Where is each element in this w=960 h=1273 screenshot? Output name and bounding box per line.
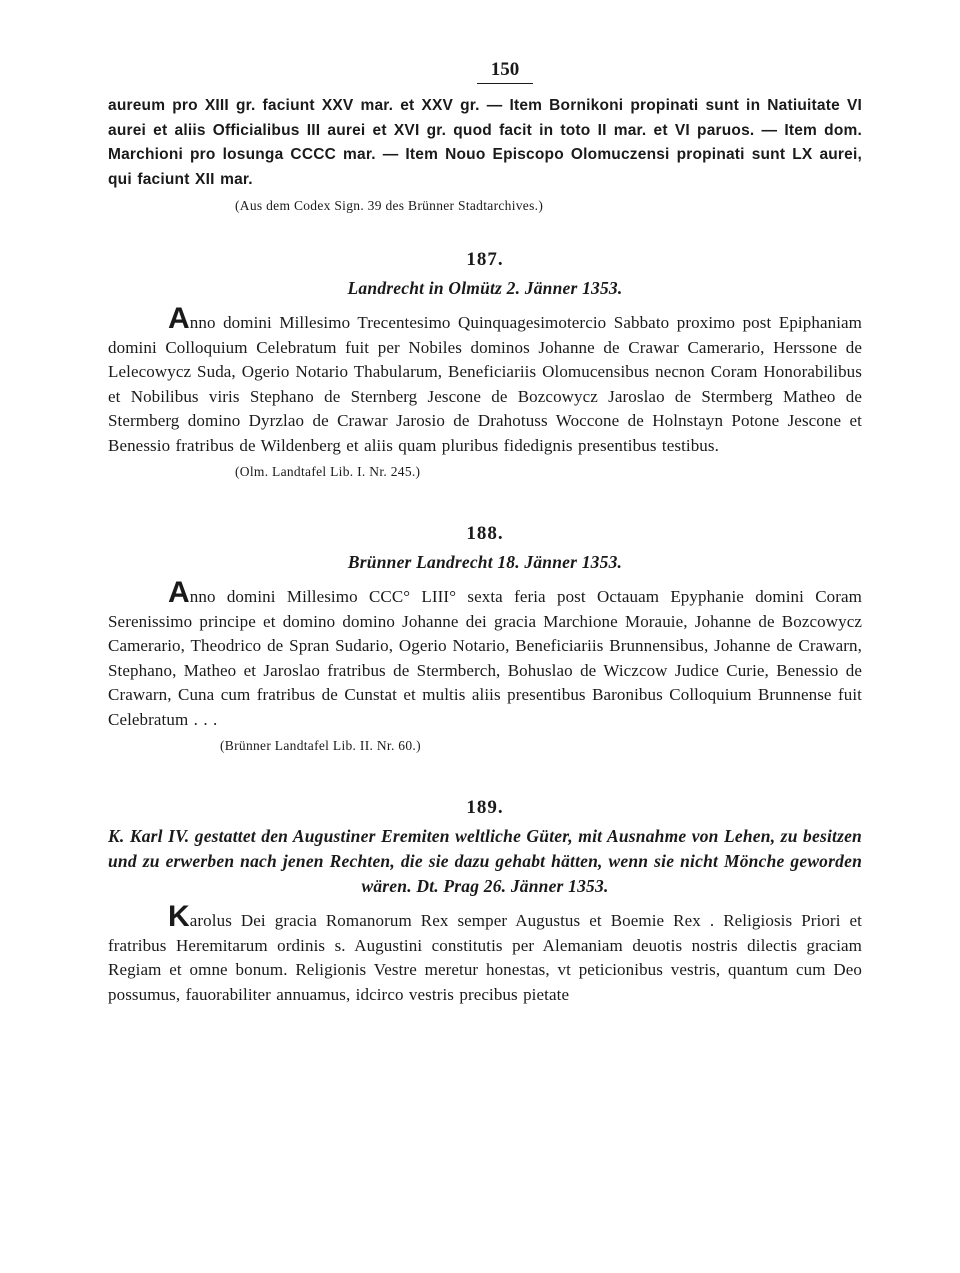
document-heading: Landrecht in Olmütz 2. Jänner 1353. bbox=[347, 278, 623, 298]
initial-letter: A bbox=[168, 576, 190, 609]
document-187 bbox=[108, 248, 862, 482]
intro-source-note: (Aus dem Codex Sign. 39 des Brünner Stadtarchives.) bbox=[235, 198, 544, 213]
document-body-text: arolus Dei gracia Romanorum Rex semper Augustus et Boemie Rex . Religiosis Priori et fratribus Heremitarum ordinis s. Augustini constitutis per Alemaniam deuotis nostris dilectis graciam Regiam et omne bonum. Religionis Vestre meretur honestas, vt peticionibus vestris, quantum cum Deo possumus, fauorabiliter annuamus, idcirco vestris precibus pietate bbox=[108, 911, 862, 1004]
initial-letter: K bbox=[168, 900, 190, 933]
intro-paragraph: aureum pro XIII gr. faciunt XXV mar. et XXV gr. — Item Bornikoni propinati sunt in Natiuitate VI aurei et aliis Officialibus III aurei et XVI gr. quod facit in toto II mar. et VI paruos. — Item dom. Marchioni pro losunga CCCC mar. — Item Nouo Episcopo Olomuczensi propinati sunt LX aurei, qui faciunt XII mar. bbox=[108, 97, 862, 188]
document-body-text: nno domini Millesimo Trecentesimo Quinquagesimotercio Sabbato proximo post Epiphaniam domini Colloquium Celebratum fuit per Nobiles dominos Johanne de Crawar Camerario, Herssone de Lelecowycz Suda, Ogerio Notario Thabularum, Beneficiariis Olomucensibus necnon Coram Honorabilibus et Nobilibus viris Stephano de Sternberg Jescone de Bozcowycz Jaroslao de Stermberg Matheo de Stermberg domino Dyrzlao de Crawar Jarosio de Drahotuss Woccone de Holnstayn Potone Jescone et Benessio fratribus de Wildenberg et aliis quam pluribus fidedignis presentibus testibus. bbox=[108, 313, 862, 455]
document-source-note: (Brünner Landtafel Lib. II. Nr. 60.) bbox=[220, 738, 421, 753]
document-body bbox=[108, 576, 862, 732]
document-page bbox=[108, 58, 862, 1007]
document-188 bbox=[108, 522, 862, 756]
document-body bbox=[108, 302, 862, 458]
document-heading: K. Karl IV. gestattet den Augustiner Eremiten weltliche Güter, mit Ausnahme von Lehen, zu besitzen und zu erwerben nach jenen Rechten, die sie dazu gehabt hätten, wenn sie nicht Mönche geworden wären. Dt. Prag 26. Jänner 1353. bbox=[108, 826, 862, 896]
document-number: 187. bbox=[466, 249, 504, 270]
initial-letter: A bbox=[168, 302, 190, 335]
document-189 bbox=[108, 796, 862, 1007]
document-heading: Brünner Landrecht 18. Jänner 1353. bbox=[347, 552, 623, 572]
document-number: 188. bbox=[466, 523, 504, 544]
document-number: 189. bbox=[466, 797, 504, 818]
document-body-text: nno domini Millesimo CCC° LIII° sexta feria post Octauam Epyphanie domini Coram Serenissimo principe et domino domino Johanne dei gracia Marchione Morauie, Johanne de Bozcowycz Camerario, Theodrico de Spran Sudario, Ogerio Notario, Beneficiariis Brunnensibus, Johanne de Crawarn, Stephano, Matheo et Jaroslao fratribus de Stermberch, Bohuslao de Wiczcow Judice Curie, Benessio de Crawarn, Cuna cum fratribus de Cunstat et multis aliis presentibus Baronibus Colloquium Brunnense fuit Celebratum . . . bbox=[108, 587, 862, 729]
document-source-note: (Olm. Landtafel Lib. I. Nr. 245.) bbox=[235, 464, 421, 479]
page-number: 150 bbox=[108, 58, 862, 84]
document-body bbox=[108, 900, 862, 1007]
